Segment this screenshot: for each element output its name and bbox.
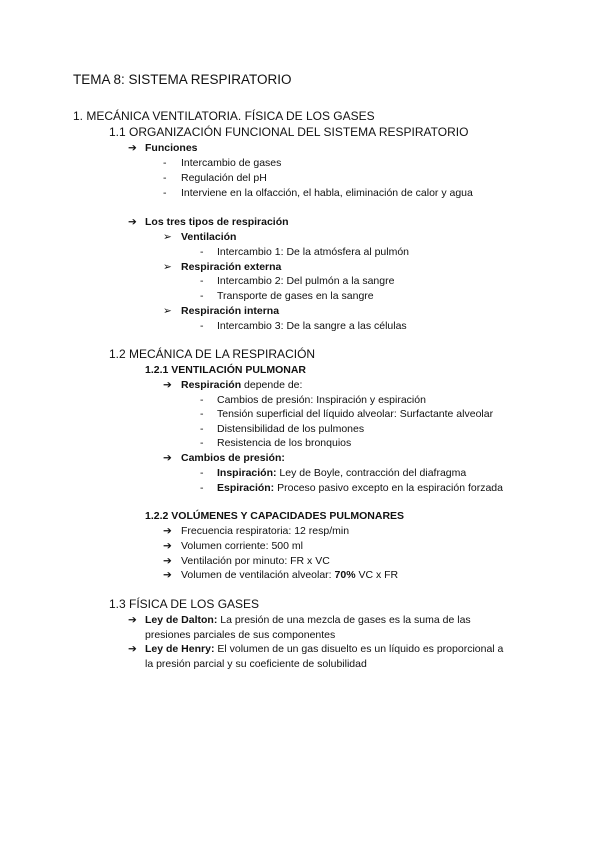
list-item: Intercambio 3: De la sangre a las células	[217, 320, 407, 332]
list-item: Intercambio de gases	[181, 157, 282, 169]
arrow-bullet-icon: ➔	[128, 643, 137, 655]
dash-bullet: -	[200, 394, 204, 406]
arrowhead-bullet-icon: ➢	[163, 305, 172, 317]
list-item: Volumen corriente: 500 ml	[181, 540, 303, 552]
ventilacion-alveolar-percent: 70%	[334, 569, 356, 581]
dash-bullet: -	[200, 482, 204, 494]
inspiracion-line	[217, 466, 466, 480]
list-item: Intercambio 2: Del pulmón a la sangre	[217, 275, 395, 287]
section-1-2-heading: 1.2 MECÁNICA DE LA RESPIRACIÓN	[109, 347, 316, 361]
arrowhead-bullet-icon: ➢	[163, 231, 172, 243]
henry-line-2: la presión parcial y su coeficiente de solubilidad	[145, 658, 367, 670]
list-item: Interviene en la olfacción, el habla, eliminación de calor y agua	[181, 187, 473, 199]
dash-bullet: -	[163, 157, 167, 169]
dash-bullet: -	[200, 467, 204, 479]
section-1-1-heading: 1.1 ORGANIZACIÓN FUNCIONAL DEL SISTEMA RESPIRATORIO	[109, 125, 469, 139]
arrow-bullet-icon: ➔	[128, 614, 137, 626]
list-item: Ventilación por minuto: FR x VC	[181, 555, 330, 567]
dash-bullet: -	[200, 290, 204, 302]
section-1-heading: 1. MECÁNICA VENTILATORIA. FÍSICA DE LOS GASES	[73, 109, 375, 123]
arrow-bullet-icon: ➔	[163, 452, 172, 464]
inspiracion-label: Inspiración:	[217, 467, 277, 479]
arrowhead-bullet-icon: ➢	[163, 261, 172, 273]
dash-bullet: -	[163, 172, 167, 184]
list-item: Tensión superficial del líquido alveolar: Surfactante alveolar	[217, 408, 494, 420]
respiracion-line	[181, 378, 302, 392]
list-item: Resistencia de los bronquios	[217, 437, 352, 449]
section-1-2-2-heading: 1.2.2 VOLÚMENES Y CAPACIDADES PULMONARES	[145, 510, 405, 522]
ventilacion-alveolar-pre: Volumen de ventilación alveolar:	[181, 569, 335, 581]
arrow-bullet-icon: ➔	[163, 555, 172, 567]
section-1-2-1-heading: 1.2.1 VENTILACIÓN PULMONAR	[145, 364, 307, 376]
respiracion-label: Respiración	[181, 379, 242, 391]
page-title: TEMA 8: SISTEMA RESPIRATORIO	[73, 72, 292, 87]
arrow-bullet-icon: ➔	[163, 525, 172, 537]
list-item: Distensibilidad de los pulmones	[217, 423, 365, 435]
externa-label: Respiración externa	[181, 261, 282, 273]
dash-bullet: -	[200, 246, 204, 258]
espiracion-line	[217, 481, 503, 495]
henry-text-1: El volumen de un gas disuelto es un líquido es proporcional a	[214, 643, 504, 655]
list-item: Cambios de presión: Inspiración y espiración	[217, 394, 426, 406]
dalton-line-1	[145, 613, 471, 627]
arrow-bullet-icon: ➔	[163, 540, 172, 552]
dalton-line-2: presiones parciales de sus componentes	[145, 629, 336, 641]
arrow-bullet-icon: ➔	[163, 379, 172, 391]
interna-label: Respiración interna	[181, 305, 280, 317]
ventilacion-alveolar-post: VC x FR	[355, 569, 399, 581]
list-item: Regulación del pH	[181, 172, 267, 184]
arrow-bullet-icon: ➔	[128, 142, 137, 154]
dalton-label: Ley de Dalton:	[145, 614, 218, 626]
inspiracion-text: Ley de Boyle, contracción del diafragma	[276, 467, 467, 479]
list-item: Frecuencia respiratoria: 12 resp/min	[181, 525, 350, 537]
ventilacion-label: Ventilación	[181, 231, 237, 243]
ventilacion-alveolar-line	[181, 568, 398, 582]
dash-bullet: -	[200, 408, 204, 420]
dash-bullet: -	[200, 423, 204, 435]
henry-line-1	[145, 642, 503, 656]
list-item: Intercambio 1: De la atmósfera al pulmón	[217, 246, 410, 258]
espiracion-label: Espiración:	[217, 482, 275, 494]
funciones-label: Funciones	[145, 142, 198, 154]
espiracion-text: Proceso pasivo excepto en la espiración forzada	[274, 482, 503, 494]
arrow-bullet-icon: ➔	[128, 216, 137, 228]
arrow-bullet-icon: ➔	[163, 569, 172, 581]
dalton-text-1: La presión de una mezcla de gases es la suma de las	[217, 614, 471, 626]
henry-label: Ley de Henry:	[145, 643, 215, 655]
tipos-label: Los tres tipos de respiración	[145, 216, 289, 228]
cambios-label: Cambios de presión:	[181, 452, 285, 464]
dash-bullet: -	[200, 437, 204, 449]
dash-bullet: -	[200, 320, 204, 332]
dash-bullet: -	[163, 187, 167, 199]
list-item: Transporte de gases en la sangre	[217, 290, 374, 302]
section-1-3-heading: 1.3 FÍSICA DE LOS GASES	[109, 597, 260, 611]
dash-bullet: -	[200, 275, 204, 287]
respiracion-rest: depende de:	[241, 379, 303, 391]
